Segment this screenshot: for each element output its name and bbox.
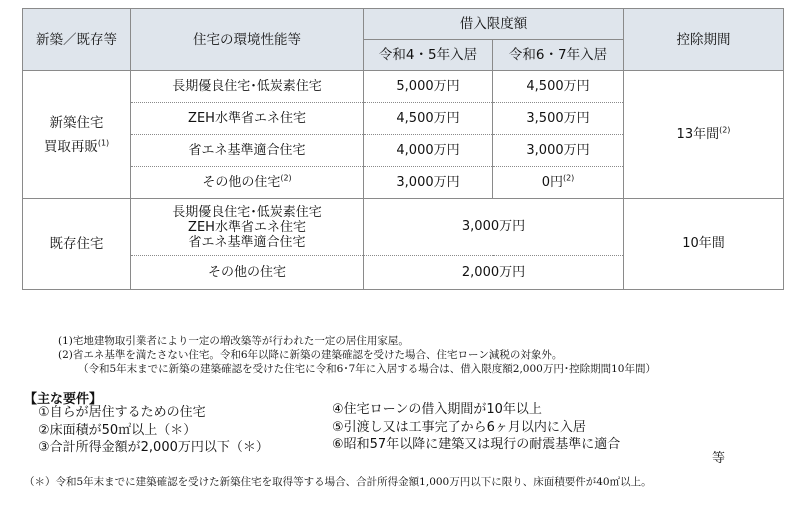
requirement-4: ④住宅ローンの借入期間が10年以上 <box>332 402 542 417</box>
existing-eco-amount: 3,000万円 <box>364 199 624 256</box>
requirement-5: ⑤引渡し又は工事完了から6ヶ月以内に入居 <box>332 419 586 435</box>
loan-limit-table <box>22 8 784 290</box>
row-other-r67: 0円 <box>541 174 563 190</box>
header-limit: 借入限度額 <box>364 9 624 40</box>
existing-other-amount: 2,000万円 <box>364 256 624 290</box>
row-other-label: その他の住宅 <box>202 174 281 190</box>
row-long-term-label: 長期優良住宅･低炭素住宅 <box>131 71 364 103</box>
existing-eco-line3: 省エネ基準適合住宅 <box>188 234 306 250</box>
requirement-1: ①自らが居住するための住宅 <box>38 405 206 420</box>
new-group-line2: 買取再販$^{(1)}$ <box>43 138 110 155</box>
row-other-r67-cell <box>493 167 624 199</box>
requirements-left <box>38 404 269 457</box>
row-zeh-label: ZEH水準省エネ住宅 <box>131 103 364 135</box>
row-long-term-r67: 4,500万円 <box>493 71 624 103</box>
existing-housing-group: 既存住宅 <box>23 199 131 290</box>
existing-period: 10年間 <box>624 199 784 290</box>
row-long-term-r45: 5,000万円 <box>364 71 493 103</box>
row-zeh-r45: 4,500万円 <box>364 103 493 135</box>
footnote: （＊）令和5年末までに建築確認を受けた新築住宅を取得等する場合、合計所得金額1,000万円以下に限り、床面積要件が40㎡以上。 <box>24 476 652 488</box>
existing-eco-label <box>131 199 364 256</box>
row-other-r45: 3,000万円 <box>364 167 493 199</box>
row-energy-r67: 3,000万円 <box>493 135 624 167</box>
row-other-note: (2) <box>280 173 292 183</box>
existing-eco-line2: ZEH水準省エネ住宅 <box>188 219 306 235</box>
new-housing-group <box>23 71 131 199</box>
header-performance: 住宅の環境性能等 <box>131 9 364 71</box>
row-energy-label: 省エネ基準適合住宅 <box>131 135 364 167</box>
header-r67: 令和6・7年入居 <box>493 40 624 71</box>
requirements-etc: 等 <box>712 451 726 466</box>
note-1: (1)宅地建物取引業者により一定の増改築等が行われた一定の居住用家屋。 <box>58 335 409 347</box>
new-period-cell <box>624 71 784 199</box>
requirement-3: ③合計所得金額が2,000万円以下（＊） <box>38 440 269 455</box>
new-period-note: (2) <box>719 125 731 135</box>
row-energy-r45: 4,000万円 <box>364 135 493 167</box>
requirement-2: ②床面積が50㎡以上（＊） <box>38 422 197 438</box>
existing-eco-line1: 長期優良住宅･低炭素住宅 <box>172 204 322 220</box>
header-type: 新築／既存等 <box>23 9 131 71</box>
row-other-label-cell <box>131 167 364 199</box>
new-group-line1: 新築住宅 <box>49 114 104 131</box>
row-other-r67-note: (2) <box>562 173 575 183</box>
requirement-6: ⑥昭和57年以降に建築又は現行の耐震基準に適合 <box>332 437 621 452</box>
header-period: 控除期間 <box>624 9 784 71</box>
existing-other-label: その他の住宅 <box>131 256 364 290</box>
row-zeh-r67: 3,500万円 <box>493 103 624 135</box>
new-group-note: (1) <box>97 138 110 147</box>
note-2: (2)省エネ基準を満たさない住宅。令和6年以降に新築の建築確認を受けた場合、住宅ローン減税の対象外。 <box>58 349 563 361</box>
new-period: 13年間 <box>676 126 720 142</box>
header-r45: 令和4・5年入居 <box>364 40 493 71</box>
requirements-title: 【主な要件】 <box>24 392 103 407</box>
requirements-right <box>332 401 620 454</box>
table-notes <box>58 334 798 376</box>
note-3: （令和5年末までに新築の建築確認を受けた住宅に令和6･7年に入居する場合は、借入限度額2,000万円･控除期間10年間） <box>78 363 656 375</box>
